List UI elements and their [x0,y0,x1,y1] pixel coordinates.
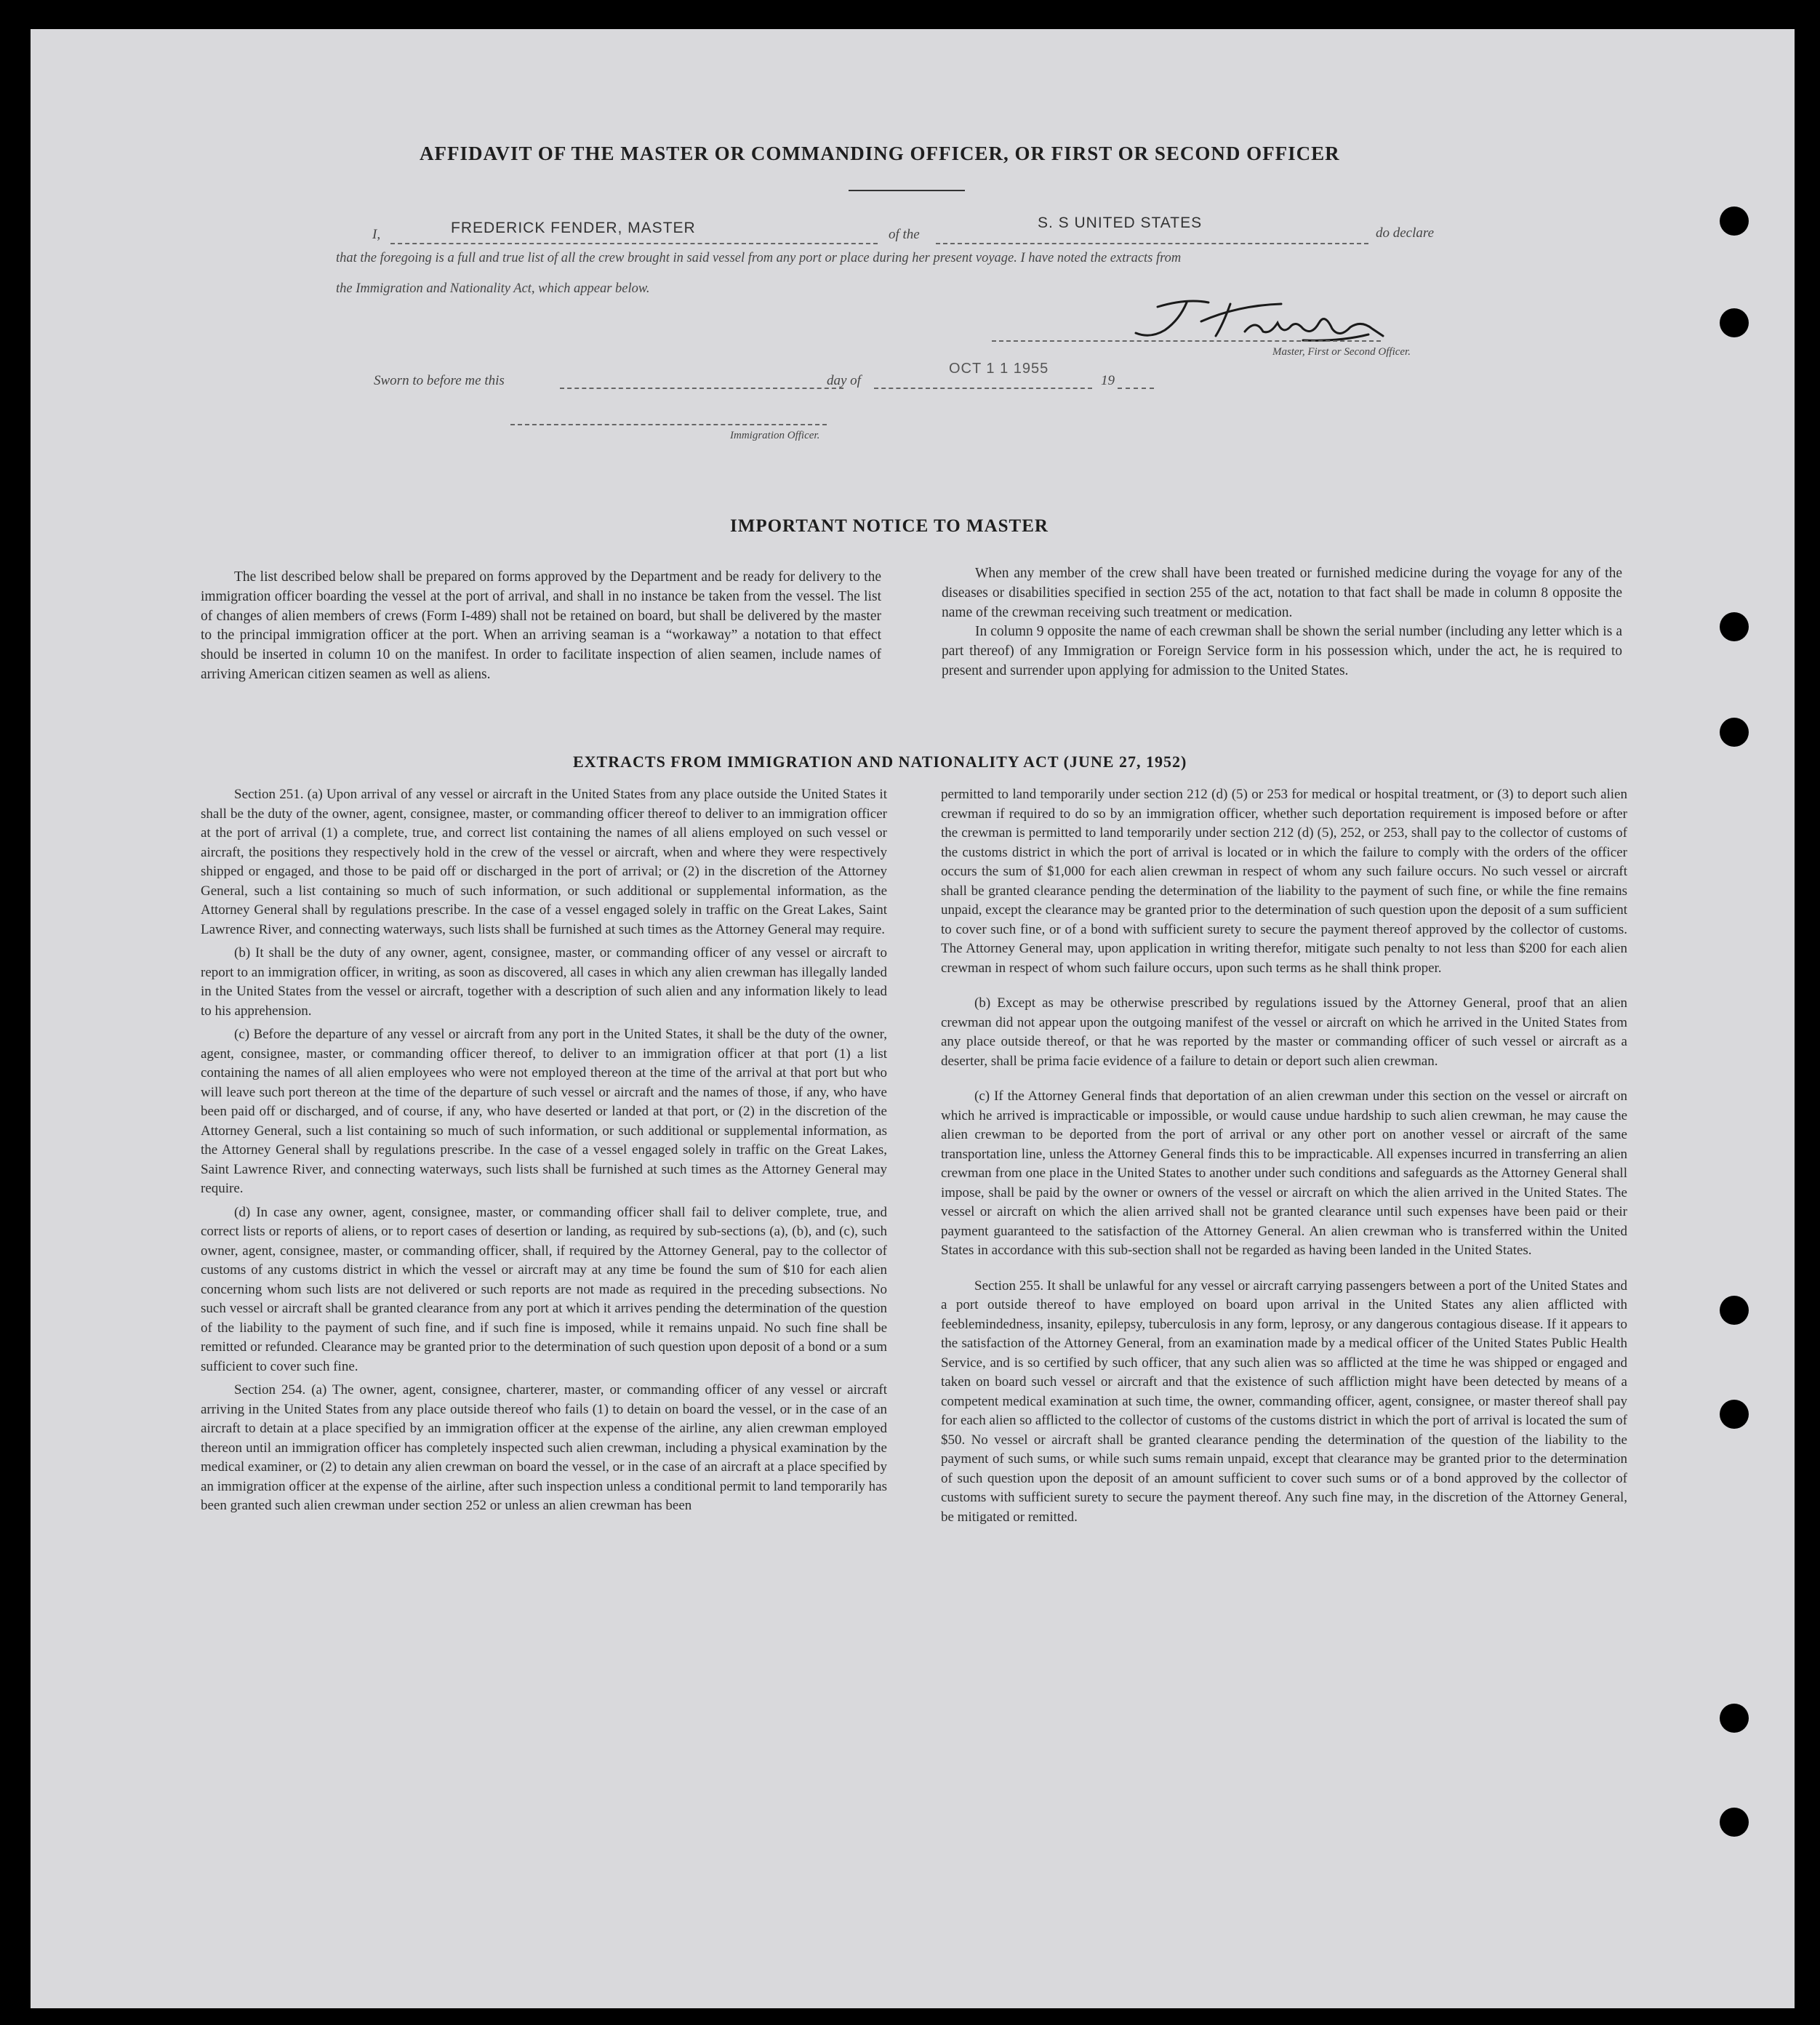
document-page [31,29,1795,2008]
year-line [1118,388,1154,389]
vessel-name: S. S UNITED STATES [1038,214,1203,231]
statement-line-2: the Immigration and Nationality Act, which appear below. [336,281,650,296]
do-declare-label: do declare [1376,225,1435,241]
i-label: I, [372,227,381,242]
signature-line [992,340,1381,342]
title-rule [849,190,965,191]
statement-line-1: that the foregoing is a full and true list of all the crew brought in said vessel from any port or place during her present voyage. I have noted the extracts from [336,251,1182,265]
extracts-title: EXTRACTS FROM IMMIGRATION AND NATIONALITY ACT (JUNE 27, 1952) [573,753,1187,771]
section-254-b: (b) Except as may be otherwise prescribed by regulations issued by the Attorney General, proof that an alien crewman did not appear upon the outgoing manifest of the vessel or aircraft on which he arrived in the United States from any place outside thereof, or that he was reported by the master or commanding officer of such vessel or aircraft as a deserter, shall be prima facie evidence of a failure to detain or deport such alien crewman. [941,995,1627,1069]
extracts-right-column [941,785,1627,1527]
notice-left-column [201,568,881,685]
day-of-label: day of [827,373,861,388]
of-the-label: of the [889,227,920,242]
declarant-name: FREDERICK FENDER, MASTER [451,220,696,236]
officer-line [510,424,827,425]
notice-right-paragraph-1: When any member of the crew shall have been treated or furnished medicine during the voyage for any of the diseases or disabilities specified in section 255 of the act, notation to that fact shall be made in column 8 opposite the name of the crewman receiving such treatment or medication. [942,566,1622,620]
extracts-left-column [201,785,887,1516]
section-251-b: (b) It shall be the duty of any owner, agent, consignee, master, or commanding officer of any vessel or aircraft to report to an immigration officer, in writing, as soon as discovered, all cases in which any alien crewman has illegally landed in the United States from the vessel or aircraft, together with a description of such alien and any information likely to lead to his apprehension. [201,945,887,1019]
sworn-month-line [874,388,1092,389]
notice-left-paragraph: The list described below shall be prepared on forms approved by the Department and be ready for delivery to the immigration officer boarding the vessel at the port of arrival, and shall in no instance be taken from the vessel. The list of changes of alien members of crews (Form I-489) shall not be retained on board, but shall be delivered by the master to the principal immigration officer at the port. When an arriving seaman is a “workaway” a notation to that effect should be inserted in column 10 on the manifest. In order to facilitate inspection of alien seamen, include names of arriving American citizen seamen as well as aliens. [201,569,881,682]
vessel-line [936,243,1368,244]
section-254-c: (c) If the Attorney General finds that deportation of an alien crewman under this section on the vessel or aircraft on which he arrived is impracticable or impossible, or would cause undue hardship to such alien crewman, he may cause the alien crewman to be deported from the port of arrival or any other port on another vessel or aircraft of the same transportation line, unless the Attorney General finds this to be impracticable. All expenses incurred in transferring an alien crewman from one place in the United States to another under such conditions and safeguards as the Attorney General shall impose, shall be paid by the owner or owners of the vessel or aircraft on which the alien arrived in the United States. The vessel or aircraft on which the alien arrived shall not be granted clearance until such expenses have been paid or their payment guaranteed to the satisfaction of the Attorney General. An alien crewman who is transferred within the United States in accordance with this sub-section shall not be regarded as having been landed in the United States. [941,1088,1627,1258]
section-251-d: (d) In case any owner, agent, consignee, master, or commanding officer shall fail to deliver complete, true, and correct lists or reports of aliens, or to report cases of desertion or landing, as required by sub-sections (a), (b), and (c), such owner, agent, consignee, master, or commanding officer, shall, if required by the Attorney General, pay to the collector of customs of any customs district in which the vessel or aircraft may at any time be found the sum of $10 for each alien concerning whom such lists are not delivered or such reports are not made as required in the preceding subsections. No such vessel or aircraft shall be granted clearance from any port at which it arrives pending the determination of the question of the liability to the payment of such fine, and if such fine is imposed, while it remains unpaid. No such fine shall be remitted or refunded. Clearance may be granted prior to the determination of such question upon deposit of a bond or a sum sufficient to cover such fine. [201,1204,887,1374]
date-stamp: OCT 1 1 1955 [949,361,1049,377]
punch-hole [1720,308,1749,337]
punch-hole [1720,612,1749,641]
notice-title: IMPORTANT NOTICE TO MASTER [730,516,1049,536]
punch-hole [1720,1400,1749,1429]
section-254-a: Section 254. (a) The owner, agent, consignee, charterer, master, or commanding officer of any vessel or aircraft arriving in the United States from any place outside thereof who fails (1) to detain on board the vessel, or in the case of an aircraft to detain at a place specified by an immigration officer at the expense of the airline, any alien crewman employed thereon until an immigration officer has completely inspected such alien crewman, including a physical examination by the medical examiner, or (2) to detain any alien crewman on board the vessel, or in the case of an aircraft at a place specified by an immigration officer at the expense of the airline, after such inspection unless a conditional permit to land temporarily has been granted such alien crewman under section 252 or unless an alien crewman has been [201,1382,887,1513]
affidavit-title: AFFIDAVIT OF THE MASTER OR COMMANDING OFFICER, OR FIRST OR SECOND OFFICER [420,143,1340,164]
notice-right-column [942,564,1622,681]
officer-caption: Immigration Officer. [730,430,820,441]
section-255: Section 255. It shall be unlawful for any vessel or aircraft carrying passengers between a port of the United States and a port outside thereof to have employed on board upon arrival in the United States any alien afflicted with feeblemindedness, insanity, epilepsy, tuberculosis in any form, leprosy, or any dangerous contagious disease. If it appears to the satisfaction of the Attorney General, from an examination made by a medical officer of the United States Public Health Service, and is so certified by such officer, that any such alien was so afflicted at the time he was shipped or engaged and taken on board such vessel or aircraft and that the existence of such affliction might have been detected by means of a competent medical examination at such time, the owner, commanding officer, agent, consignee, or master thereof shall pay for each alien so afflicted to the collector of customs of the customs district in which the port of arrival is located the sum of $50. No vessel or aircraft shall be granted clearance pending the determination of the question of the liability to the payment of such sums, or while such sums remain unpaid, except that clearance may be granted prior to the determination of such question upon the deposit of an amount sufficient to cover such sums or of a bond approved by the collector of customs with sufficient surety to secure the payment thereof. Any such fine may, in the discretion of the Attorney General, be mitigated or remitted. [941,1278,1627,1525]
punch-hole [1720,1808,1749,1837]
punch-hole [1720,718,1749,747]
punch-hole [1720,1296,1749,1325]
punch-hole [1720,206,1749,236]
section-254-a-continued: permitted to land temporarily under section 212 (d) (5) or 253 for medical or hospital treatment, or (3) to deport such alien crewman if required to do so by an immigration officer, whether such deportation requirement is imposed before or after the crewman is permitted to land temporarily under section 212 (d) (5), 252, or 253, shall pay to the collector of customs of the customs district in which the port of arrival is located or in which the failure to comply with the orders of the officer occurs the sum of $1,000 for each alien crewman in respect of whom any such failure occurs. No such vessel or aircraft shall be granted clearance pending the determination of the liability to the payment of such fine, or while the fine remains unpaid, except the clearance may be granted prior to the determination of such question upon the deposit of a sum sufficient to cover such fine, or of a bond with sufficient surety to secure the payment thereof approved by the collector of customs. The Attorney General may, upon application in writing therefor, mitigate such penalty to not less than $200 for each alien crewman in respect of whom such failure occurs, upon such terms as he shall think proper. [941,787,1627,976]
section-251-a: Section 251. (a) Upon arrival of any vessel or aircraft in the United States from any place outside the United States it shall be the duty of the owner, agent, consignee, master, or commanding officer thereof to deliver to an immigration officer at the port of arrival (1) a complete, true, and correct list containing the names of all aliens employed on such vessel or aircraft, the positions they respectively hold in the crew of the vessel or aircraft, when and where they were respectively shipped or engaged, and those to be paid off or discharged in the port of arrival; or (2) in the discretion of the Attorney General, such a list containing so much of such information, or such additional or supplemental information, as the Attorney General shall by regulations prescribe. In the case of a vessel engaged solely in traffic on the Great Lakes, Saint Lawrence River, and connecting waterways, such lists shall be furnished at such times as the Attorney General may require. [201,787,887,937]
signature-caption: Master, First or Second Officer. [1272,346,1411,358]
notice-right-paragraph-2: In column 9 opposite the name of each crewman shall be shown the serial number (including any letter which is a part thereof) of any Immigration or Foreign Service form in his possession which, under the act, he is required to present and surrender upon applying for admission to the United States. [942,624,1622,678]
sworn-day-line [560,388,843,389]
section-251-c: (c) Before the departure of any vessel or aircraft from any port in the United States, it shall be the duty of the owner, agent, consignee, master, or commanding officer thereof, to deliver to an immigration officer at that port (1) a list containing the names of all alien employees who were not employed thereon at the time of the arrival at that port but who will leave such port thereon at the time of the departure of such vessel or aircraft and the names of those, if any, who have been paid off or discharged, and of course, if any, who have deserted or landed at that port, or (2) in the discretion of the Attorney General, such a list containing so much of such information, or such additional or supplemental information, as the Attorney General shall by regulations prescribe. In the case of a vessel engaged solely in traffic on the Great Lakes, Saint Lawrence River, and connecting waterways, such lists shall be furnished at such times as the Attorney General may require. [201,1027,887,1196]
declarant-line [390,243,878,244]
sworn-label: Sworn to before me this [374,373,505,388]
year-prefix: 19 [1101,373,1115,388]
punch-hole [1720,1704,1749,1733]
